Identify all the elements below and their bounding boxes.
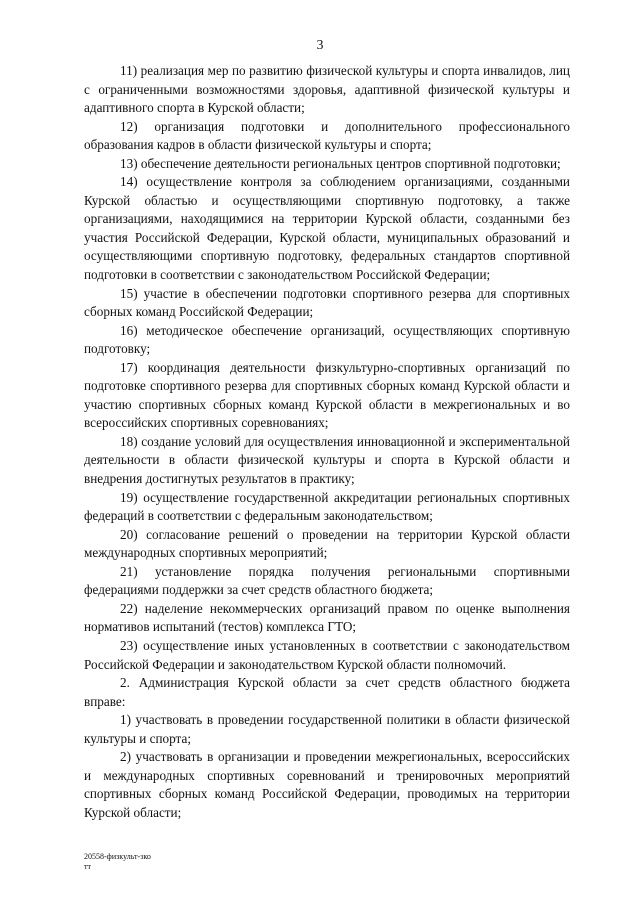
- paragraph-item-21: 21) установление порядка получения региональными спортивными федерациями поддержки за счет средств областного бюджета;: [84, 563, 570, 598]
- document-body: [84, 62, 570, 822]
- paragraph-item-15: 15) участие в обеспечении подготовки спортивного резерва для спортивных сборных команд Российской Федерации;: [84, 285, 570, 320]
- paragraph-item-17: 17) координация деятельности физкультурно-спортивных организаций по подготовке спортивного резерва для спортивных сборных команд Курской области и участию спортивных сборных команд Курской области в межрегиональных и во всероссийских спортивных соревнованиях;: [84, 359, 570, 431]
- paragraph-subitem-1: 1) участвовать в проведении государственной политики в области физической культуры и спорта;: [84, 712, 570, 746]
- paragraph-item-13: 13) обеспечение деятельности региональных центров спортивной подготовки;: [120, 155, 561, 171]
- paragraph-subitem-2: 2) участвовать в организации и проведении межрегиональных, всероссийских и международных спортивных соревнований и тренировочных мероприятий спортивных сборных команд Российской Федерации, проводимых на территории Курской области;: [84, 749, 570, 820]
- paragraph-item-11: 11) реализация мер по развитию физической культуры и спорта инвалидов, лиц с ограниченными возможностями здоровья, адаптивной физической культуры и адаптивного спорта в Курской области;: [84, 63, 570, 116]
- paragraph-item-14: 14) осуществление контроля за соблюдением организациями, созданными Курской областью и осуществляющими спортивную подготовку, а также организациями, находящимися на территории Курской области, созданными без участия Российской Федерации, Курской области, муниципальных образований и осуществляющими спортивную подготовку, федеральных стандартов спортивной подготовки в соответствии с законодательством Российской Федерации;: [84, 174, 570, 283]
- paragraph-item-18: 18) создание условий для осуществления инновационной и экспериментальной деятельности в области физической культуры и спорта в Курской области и внедрения достигнутых результатов в практику;: [84, 433, 570, 487]
- paragraph-item-23: 23) осуществление иных установленных в соответствии с законодательством Российской Федерации и законодательством Курской области полномочий.: [84, 637, 570, 672]
- paragraph-item-12: 12) организация подготовки и дополнительного профессионального образования кадров в области физической культуры и спорта;: [84, 118, 570, 153]
- paragraph-item-16: 16) методическое обеспечение организаций, осуществляющих спортивную подготовку;: [84, 322, 570, 357]
- paragraph-item-22: 22) наделение некоммерческих организаций правом по оценке выполнения нормативов испытаний (тестов) комплекса ГТО;: [84, 600, 570, 635]
- paragraph-item-19: 19) осуществление государственной аккредитации региональных спортивных федераций в соответствии с федеральным законодательством;: [84, 489, 570, 524]
- footer-document-id: 20558-физкульт-зко: [84, 852, 151, 861]
- paragraph-item-20: 20) согласование решений о проведении на территории Курской области международных спортивных мероприятий;: [84, 526, 570, 561]
- page-number: 3: [316, 38, 324, 53]
- footer-code: [84, 852, 151, 872]
- footer-initials: тт: [84, 862, 91, 871]
- paragraph-section-2: 2. Администрация Курской области за счет средств областного бюджета вправе:: [84, 675, 570, 709]
